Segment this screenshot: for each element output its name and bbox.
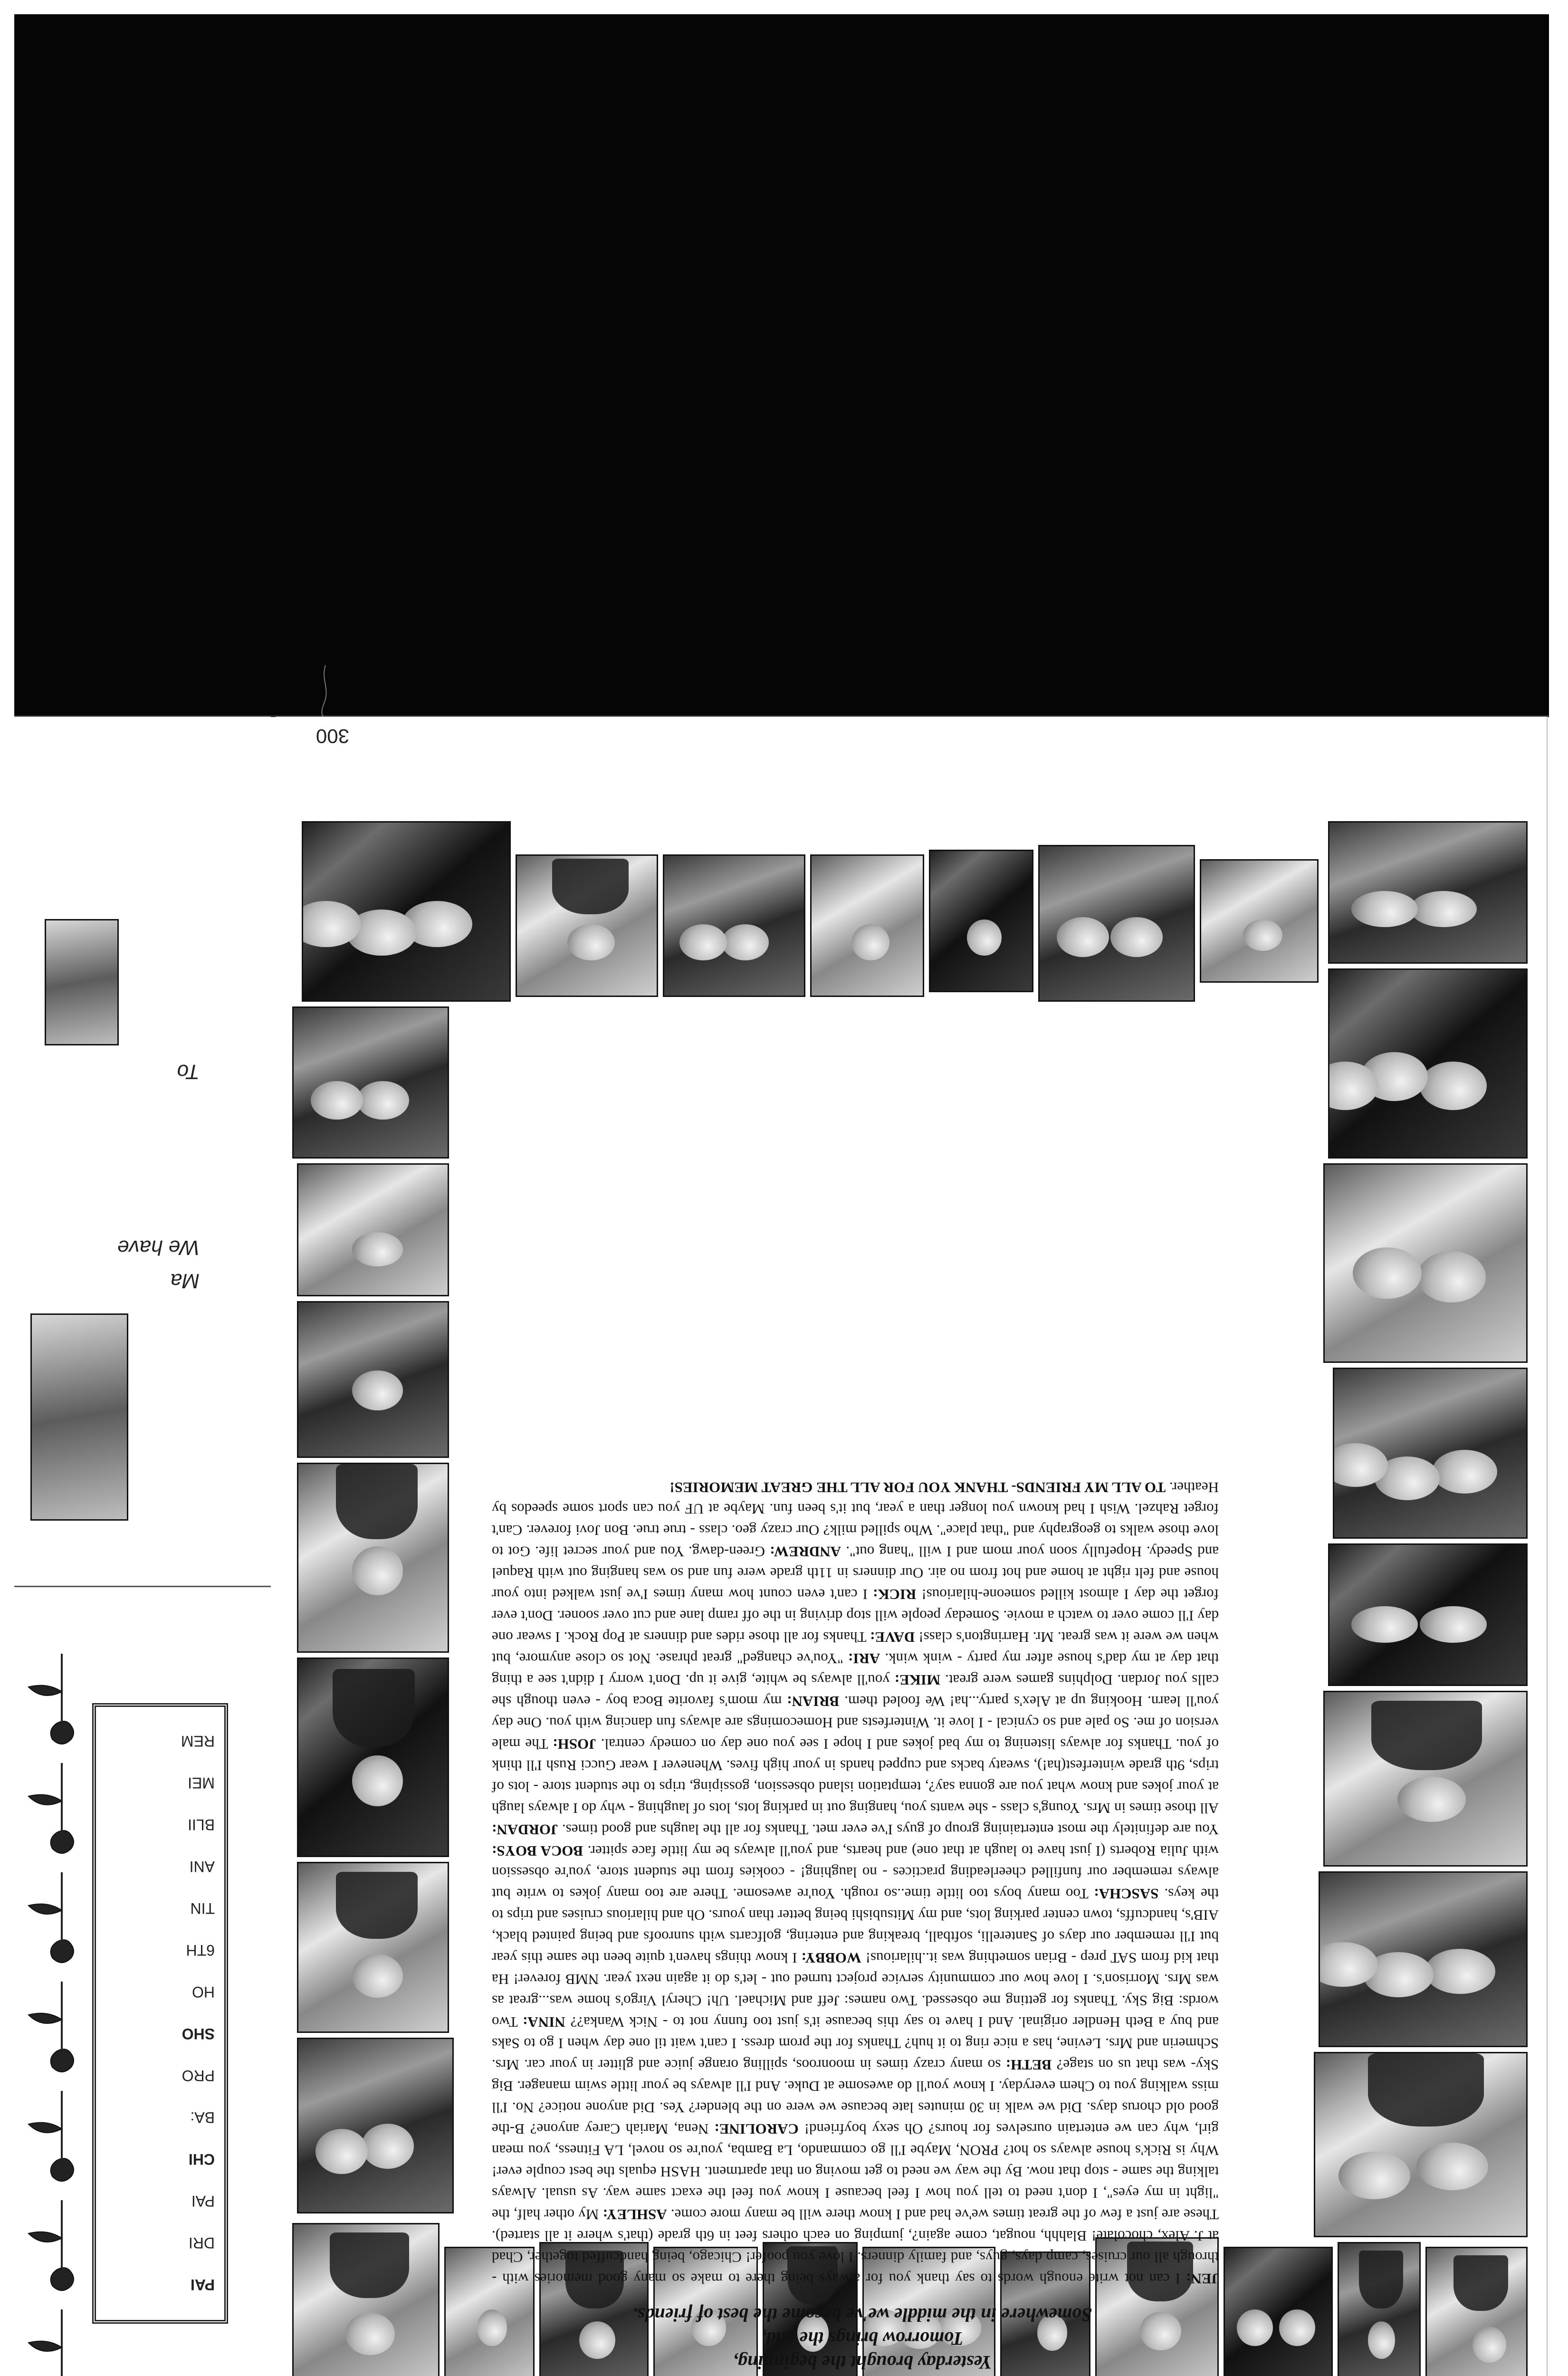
friend-name: ANDREW:: [770, 1543, 841, 1560]
rose-text-line: DRI: [188, 2234, 215, 2251]
photo: [45, 919, 119, 1045]
photo: [297, 1463, 449, 1653]
friend-message: I know things haven't quite been the same this year but I'll remember our days of Santerelli, softball, breaking and entering, golfcarts with sunroofs and being painted black, AIB's, handcuffs, town center parking lots, and my Mitsubishi being better than yours. Oh and hilarious cruises and trips to the keys.: [492, 1886, 1219, 1966]
rose-text-line: 6TH: [186, 1942, 215, 1959]
heading-line: Somewhere in the middle we've become the best of friends.: [632, 2304, 1092, 2326]
rose-text-line: SHO: [182, 2025, 215, 2042]
photo: [297, 1301, 449, 1458]
friend-message: so many crazy times in moonroos, spilling orange juice and glitter in your car. Mrs. Schmerin and Mrs. Levine, has a nice ring to it huh? Thanks for the prom dress. I can't wait til one day when I go to Saks and buy a Beth Hendler original. And I have to say this because it's just too funny not to - Nick Wanka??: [491, 2014, 1219, 2073]
friend-name: NINA:: [523, 2014, 565, 2031]
rose-text-line: MEI: [188, 1774, 215, 1792]
photo: [1038, 845, 1195, 1002]
photo: [663, 854, 805, 997]
friend-message: Green-dawg. You and your secret life. Got to love those walks to geography and "that place". Who spilled milk? Our crazy geo. class - true true. Bon Jovi forever. Can't forget Rahzel. Wish I had known you longer than a year, but it's been fun. Maybe at UF you can sport some speedos by Heather.: [492, 1479, 1219, 1560]
friend-name: BOCA BOYS:: [492, 1843, 583, 1859]
photo: [1314, 2052, 1528, 2237]
rose-text-box: [92, 1703, 228, 2324]
photo: [1323, 1163, 1528, 1363]
rose-text-line: ANI: [189, 1858, 215, 1875]
page-divider: [14, 1586, 271, 1587]
rose-text-line: PRO: [182, 2067, 215, 2084]
friend-name: CAROLINE:: [714, 2121, 799, 2137]
photo: [297, 2038, 454, 2213]
friend-name: DAVE:: [870, 1629, 915, 1646]
friend-name: BRIAN:: [787, 1693, 840, 1710]
photo: [30, 1313, 128, 1521]
photo: [297, 1163, 449, 1296]
photo: [1328, 968, 1528, 1159]
photo: [297, 1862, 449, 2033]
rose-text-line: TIN: [190, 1900, 215, 1917]
friend-name: RICK:: [873, 1586, 917, 1603]
friend-message: The male version of me. So pale and so cynical - I love it. Winterfests and Homecomings are always fun dancing with you. One day you'll learn. Hooking up at Alex's party...ha! We fooled them.: [491, 1693, 1219, 1753]
photo: [929, 850, 1033, 992]
photo: [297, 1657, 449, 1857]
rose-text-line: CHI: [188, 2151, 215, 2168]
friend-name: SASCHA:: [1094, 1886, 1159, 1902]
friend-message: my mom's favorite Boca boy - even though she calls you Jordan. Dolphins games were great.: [492, 1672, 1219, 1710]
yearbook-page: [276, 717, 1548, 2376]
rose-text-line: PAI: [191, 2193, 215, 2210]
rose-text-list: [105, 1720, 215, 2306]
adjacent-page-edge: [1547, 718, 1568, 2376]
friend-name: BETH:: [1005, 2057, 1052, 2073]
caption: Ma: [170, 1269, 200, 1293]
page-number: 300: [316, 725, 349, 747]
rose-text-line: PAI: [191, 2276, 215, 2293]
rose-text-line: HO: [192, 1983, 215, 2001]
friend-name: ARI:: [848, 1650, 880, 1667]
photo: [302, 821, 511, 1002]
friend-name: JOSH:: [553, 1736, 596, 1753]
photo: [1200, 859, 1319, 983]
rose-text-line: BLII: [188, 1816, 215, 1833]
friend-message: I can not write enough words to say thank you for always being there to make so many good memories with - through all our cruises, camp days, guys, and family dinners. I love you poofer! Chicago, being handcuffed together, Chad at J. Alex, chocolate! Blahhh, nougat, come again?, jumping on each others feet in 6th grade (that's where it all started). These are just a few of the great times we've had and I know there will be many more come.: [492, 2206, 1219, 2287]
friend-message: Thanks for all those rides and dinners at Pop Rock. I swear one day I'll come over to watch a movie. Someday people will stop driving in the off ramp lane and cut over sooner. Don't ever forget the day I almost killed someone-hilarious!: [491, 1586, 1219, 1646]
friend-name: JORDAN:: [492, 1821, 558, 1838]
photo: [810, 854, 924, 997]
friend-message: Too many boys too little time..so rough. You're awesome. There are too many jokes to write but always remember our funfilled cheerleading practices - no laughing! - cookies from the student store, you're obsession with Julia Roberts (I just have to laugh at that one) and hearts, and you'll always be my little face spitter.: [492, 1843, 1219, 1902]
photo: [1328, 1543, 1528, 1686]
photo: [1328, 821, 1528, 964]
friend-message: "You've changed" great phrase. Not so close anymore, but when we were it was great. Mr. Harrington's class!: [491, 1629, 1219, 1667]
photo: [292, 2223, 440, 2376]
photo: [1425, 2247, 1528, 2376]
photo: [1323, 1691, 1528, 1867]
friend-message: You are definitely the most entertaining group of guys I've ever met. Thanks for all the laughs and good times.: [558, 1821, 1219, 1838]
photo: [1333, 1368, 1528, 1539]
friend-name: MIKE:: [894, 1672, 941, 1688]
friend-name: WOBBY:: [801, 1950, 861, 1966]
friend-name: ASHLEY:: [602, 2206, 667, 2223]
friend-message: you'll always be white, give it up. Don't worry I didn't see a thing that day at my dad's house after my party - wink wink.: [492, 1650, 1219, 1688]
friend-name: JEN:: [1186, 2271, 1219, 2287]
crack-mark: [318, 665, 333, 722]
closing-message: TO ALL MY FRIENDS- THANK YOU FOR ALL THE GREAT MEMORIES!: [669, 1479, 1166, 1496]
photo: [1338, 2242, 1421, 2376]
heading-line: Tomorrow brings the end,: [761, 2328, 964, 2349]
photo: [516, 854, 658, 997]
scanner-background: [14, 14, 1549, 717]
caption: We have: [117, 1236, 200, 1259]
friend-message: All those times in Mrs. Young's class - she wants you, hanging out in parking lots, lots of laughing - why do I always laugh at your jokes and know what you are gonna say?, temptation island obsession, gossiping, trips to the student store - lots of trips, 9th grade winterfest(ha!), sweaty backs and cupped hands in your high fives. Whenever I wear Gucci Rush I'll think of you. Thanks for always listening to my bad jokes and I hope I see you one day on comedy central.: [492, 1736, 1219, 1817]
rose-text-line: REM: [181, 1733, 215, 1750]
friend-message: I can't even count how many times I've just walked into your house and felt right at home and hot from no air. Our dinners in 11th grade were fun and so was hanging out with Raquel and Speedy. Hopefully soon your mom and I will "hang out".: [492, 1543, 1219, 1603]
heading-line: Yesterday brought the beginning,: [733, 2352, 992, 2373]
photo: [1224, 2247, 1333, 2376]
rose-text-line: BA:: [190, 2109, 215, 2126]
page-heading: [506, 2303, 1219, 2374]
photo: [292, 1006, 449, 1159]
friend-message: My other half, the "light in my eyes", I don't need to tell you how I feel because I know you feel the exact same way. As usual. Always talking the same - stop that now. By the way we need to get moving on that apartment. HASH equals the best couple ever! Why is Rick's house always so hot? PRON, Maybe I'll go commando, La Bamba, you're so novel, LA Fitness, you mean girl, why can we entertain ourselves for hours? Oh sexy boyfriend!: [492, 2121, 1219, 2223]
caption: To: [177, 1060, 200, 1083]
friend-message: Nena, Mariah Carey anyone? B-the good old chorus days. Did we walk in 30 minutes late because we were on the blender? Yes. Did anyone notice? No. I'll miss walking you to Chem everyday. I know you'll do awesome at Duke. And I'll always be your little swim manager. Big Sky- was that us on stage?: [491, 2057, 1219, 2137]
friend-message: Two words: Big Sky. Thanks for getting me obsessed. Two names: Jeff and Michael. Uh! Cheryl Virgo's home was...great as was Mrs. Morrison's. I love how our community service project turned out - let's do it again next year. NMB forever! Ha that kid from SAT prep - Brian something was it..hilarious!: [492, 1950, 1219, 2031]
rose-border-illustration: [19, 1454, 90, 2376]
tribute-text: [492, 1006, 1219, 2290]
photo: [1319, 1871, 1528, 2047]
left-page-fragment: [14, 717, 271, 2376]
